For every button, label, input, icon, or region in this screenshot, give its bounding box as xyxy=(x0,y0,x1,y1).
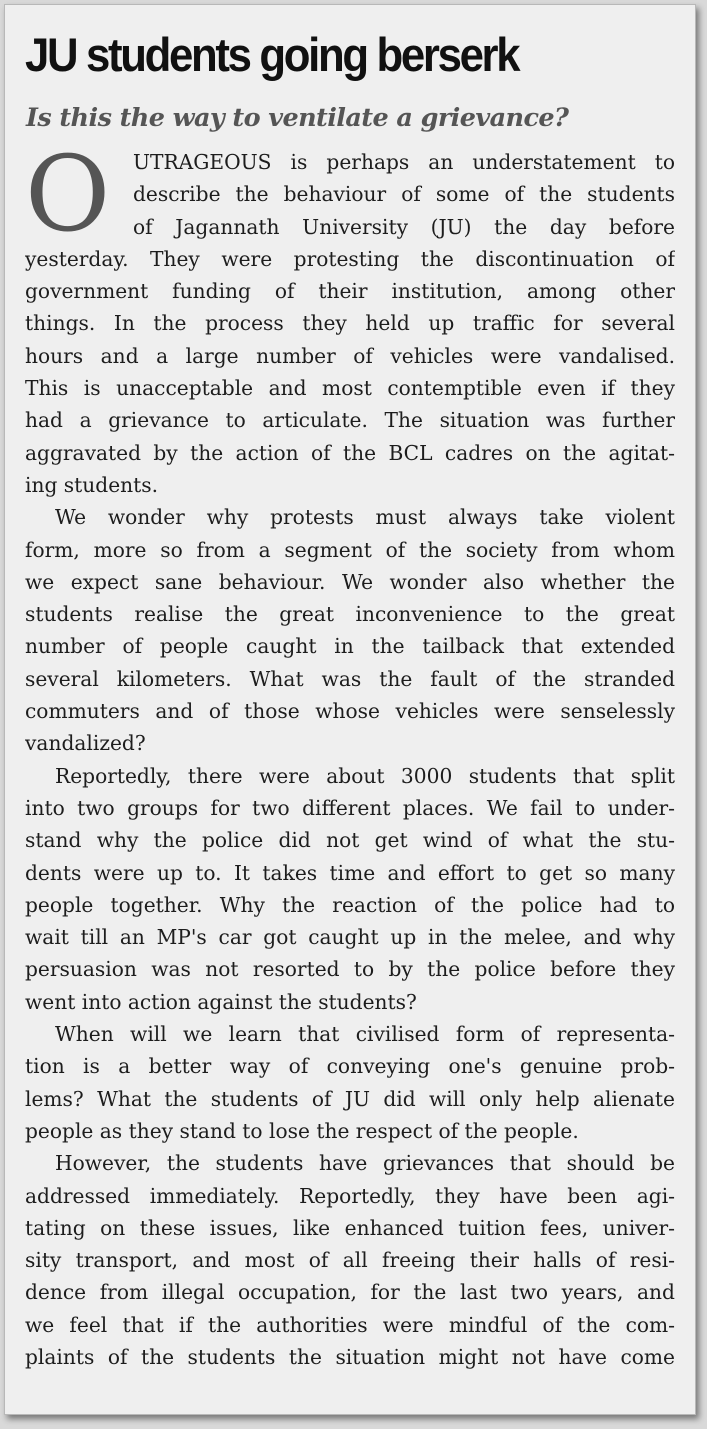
article-line: sity transport, and most of all freeing their halls of resi- xyxy=(25,1248,675,1273)
article-line: students realise the great inconvenience to the great xyxy=(25,602,675,627)
article-paragraph xyxy=(25,501,675,759)
article-line: persuasion was not resorted to by the police before they xyxy=(25,957,675,982)
article-line: government funding of their institution, among other xyxy=(25,279,675,304)
article-line: stand why the police did not get wind of what the stu- xyxy=(25,828,675,853)
article-paragraph xyxy=(25,1147,675,1373)
article-line: hours and a large number of vehicles were vandalised. xyxy=(25,343,675,368)
article-line: wait till an MP's car got caught up in the melee, and why xyxy=(25,925,675,950)
article-line: of Jagannath University (JU) the day before xyxy=(133,214,675,239)
article-line: went into action against the students? xyxy=(25,989,417,1014)
article-line: tating on these issues, like enhanced tuition fees, univer- xyxy=(25,1215,675,1240)
article-line: into two groups for two different places. We fail to under- xyxy=(25,795,675,820)
article-paragraph xyxy=(25,1018,675,1147)
article-line: we expect sane behaviour. We wonder also whether the xyxy=(25,569,675,594)
article-line: people as they stand to lose the respect of the people. xyxy=(25,1118,579,1143)
article-line: yesterday. They were protesting the discontinuation of xyxy=(25,246,675,271)
article-paragraph xyxy=(25,133,675,501)
article-line: dence from illegal occupation, for the last two years, and xyxy=(25,1280,675,1305)
article-line: had a grievance to articulate. The situation was further xyxy=(25,408,675,433)
article-paragraph xyxy=(25,760,675,1018)
article-line: commuters and of those whose vehicles were senselessly xyxy=(25,699,675,724)
article-line: This is unacceptable and most contemptible even if they xyxy=(25,376,675,401)
drop-cap: O xyxy=(25,133,111,255)
article-line: However, the students have grievances that should be xyxy=(55,1151,675,1176)
article-line: form, more so from a segment of the society from whom xyxy=(25,537,675,562)
article-line: tion is a better way of conveying one's genuine prob- xyxy=(25,1054,675,1079)
article-line: aggravated by the action of the BCL cadres on the agitat- xyxy=(25,440,675,465)
article-line: several kilometers. What was the fault of the stranded xyxy=(25,666,675,691)
article-line: describe the behaviour of some of the students xyxy=(133,182,675,207)
article-line: vandalized? xyxy=(25,731,146,756)
article-line: we feel that if the authorities were mindful of the com- xyxy=(25,1312,675,1337)
article-line: number of people caught in the tailback that extended xyxy=(25,634,675,659)
article-line: ing students. xyxy=(25,472,159,497)
article-line: people together. Why the reaction of the police had to xyxy=(25,892,675,917)
article-line: things. In the process they held up traffic for several xyxy=(25,311,675,336)
article-line: dents were up to. It takes time and effort to get so many xyxy=(25,860,675,885)
article-line: addressed immediately. Reportedly, they have been agi- xyxy=(25,1183,675,1208)
newspaper-clipping xyxy=(4,4,696,1415)
article-line: Reportedly, there were about 3000 students that split xyxy=(55,763,675,788)
article-line: plaints of the students the situation might not have come xyxy=(25,1344,675,1369)
subheadline: Is this the way to ventilate a grievance? xyxy=(26,103,569,133)
article-line: lems? What the students of JU did will only help alienate xyxy=(25,1086,675,1111)
article-line: UTRAGEOUS is perhaps an understatement to xyxy=(133,150,675,174)
headline: JU students going berserk xyxy=(25,28,519,81)
article-body xyxy=(25,133,675,1373)
article-line: We wonder why protests must always take violent xyxy=(55,505,675,530)
article-line: When will we learn that civilised form of representa- xyxy=(55,1022,675,1047)
